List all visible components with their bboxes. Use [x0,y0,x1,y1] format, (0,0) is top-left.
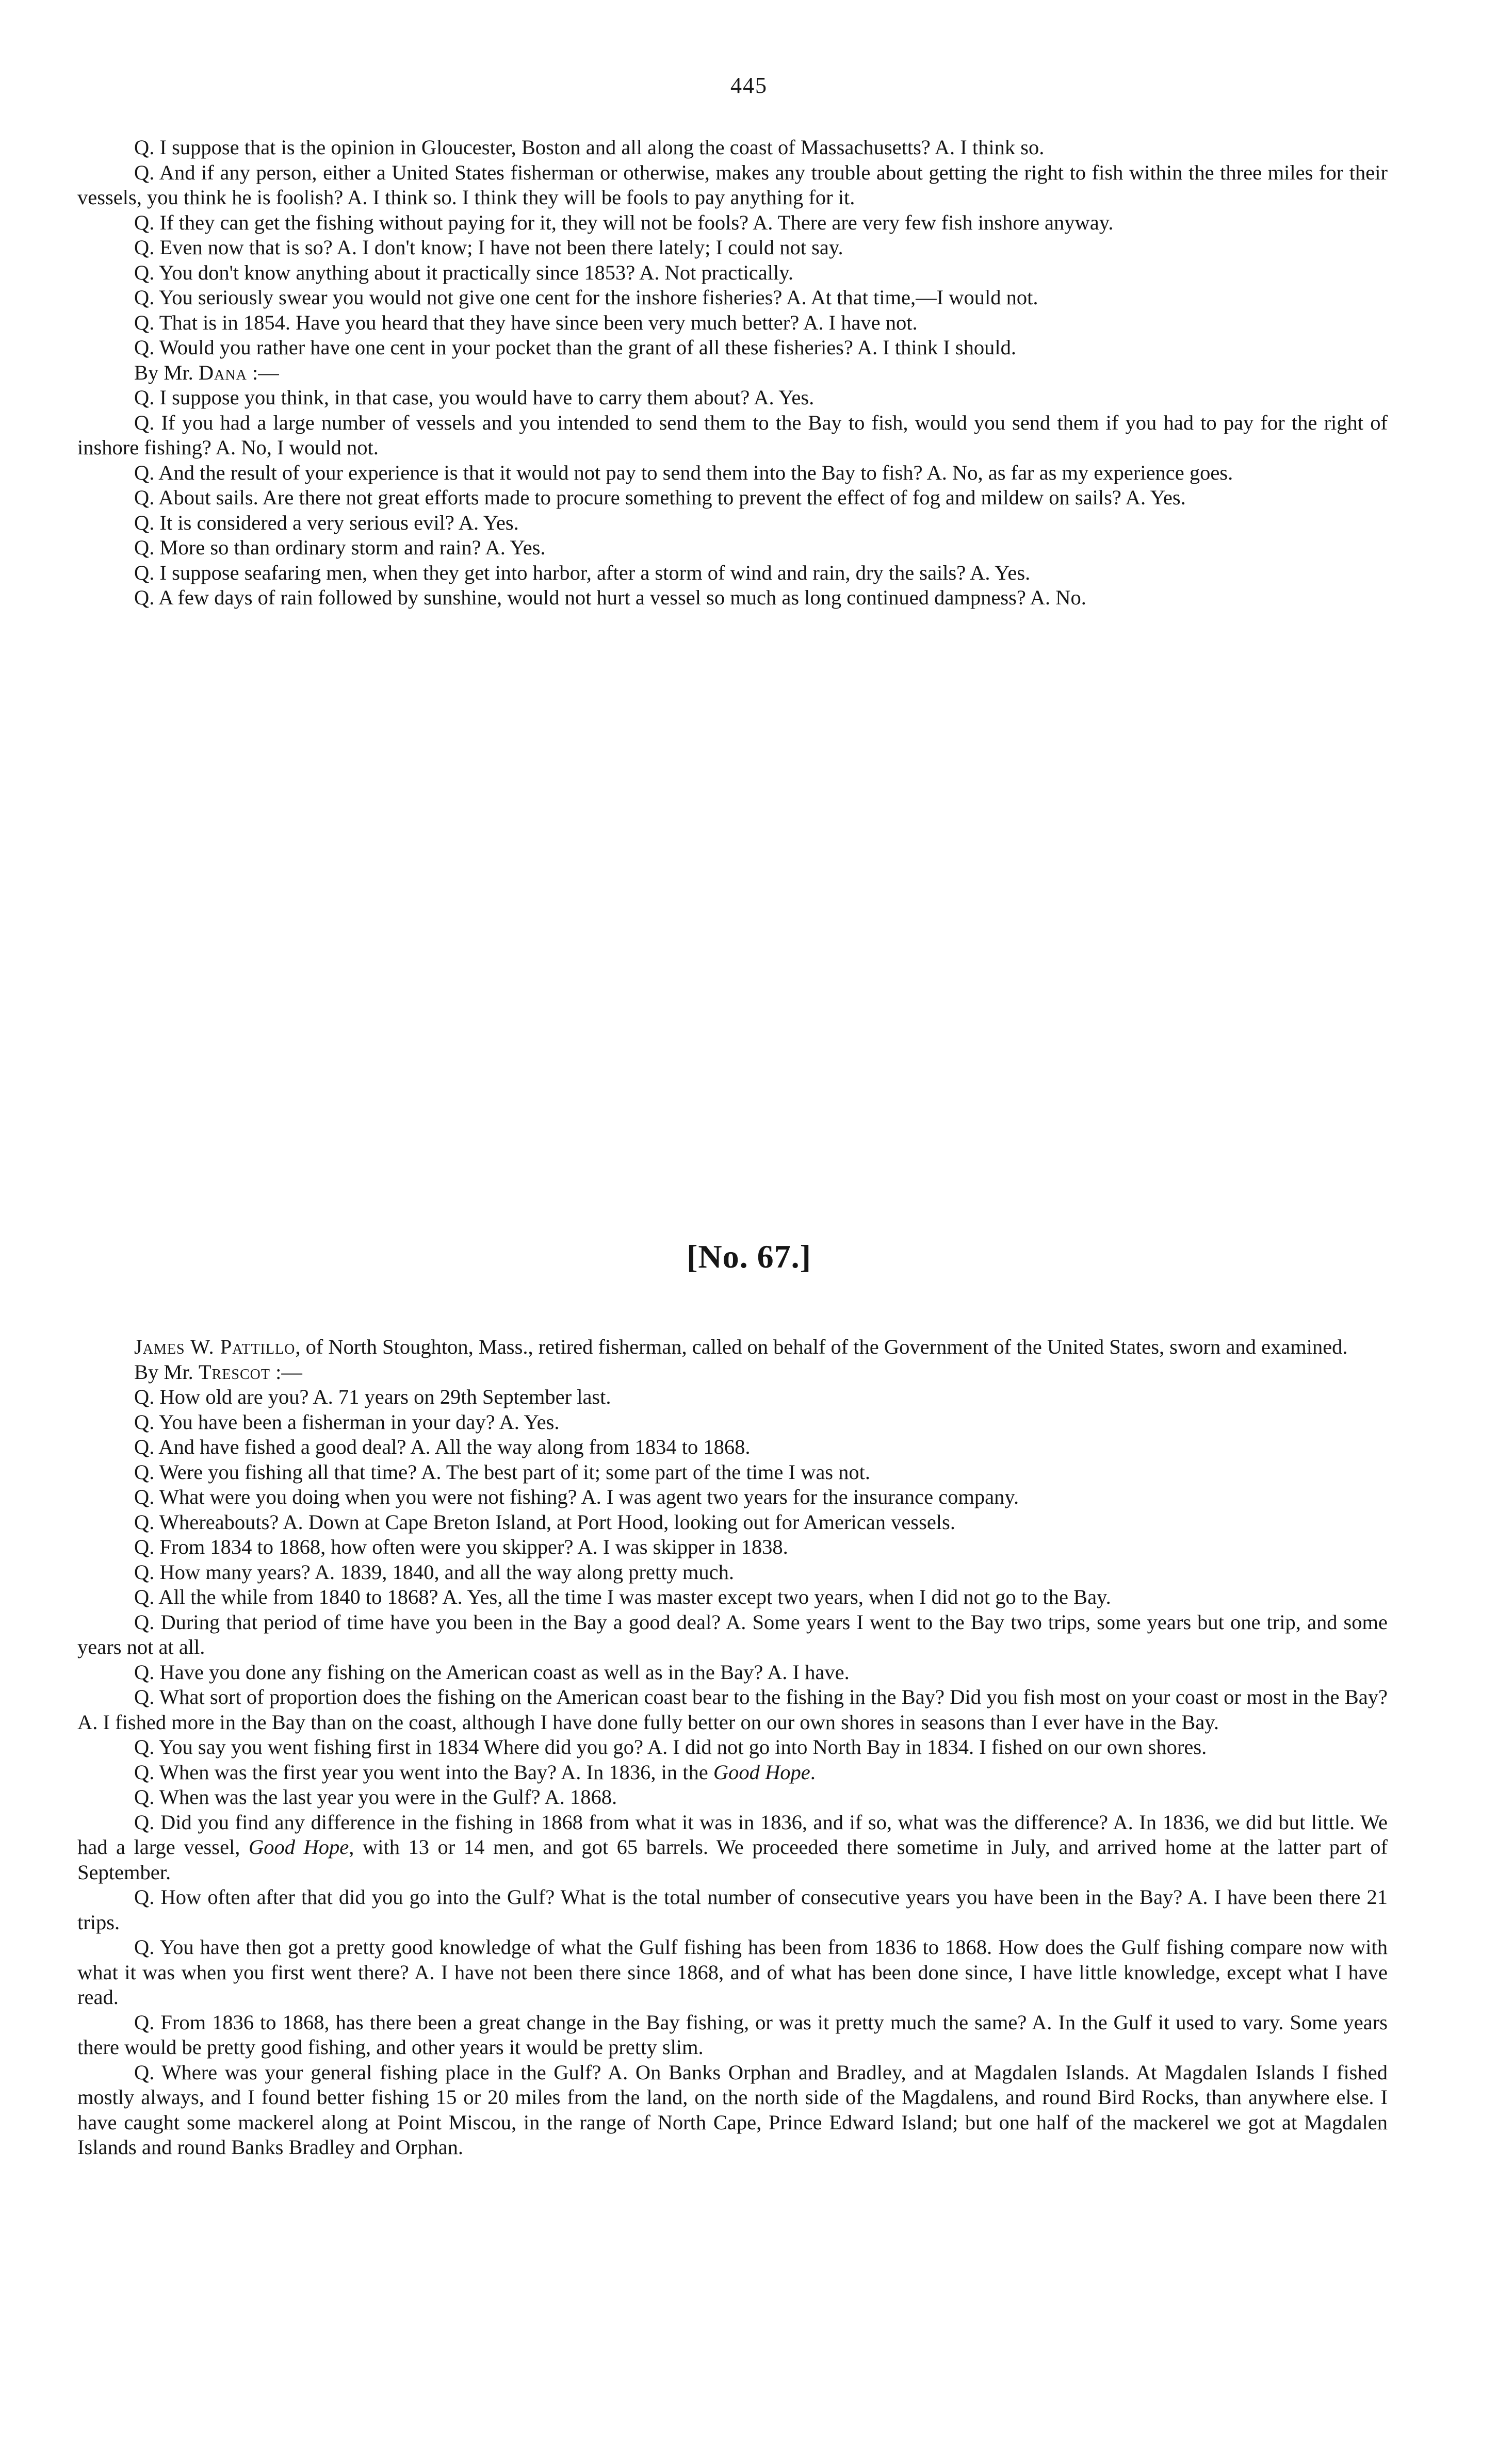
qa-paragraph: Q. And the result of your experience is that it would not pay to send them into the Bay to fish? A. No, as far as my experience goes. [134,461,1233,484]
qa-paragraph: Q. It is considered a very serious evil? A. Yes. [134,511,519,534]
qa-text: , with 13 or 14 men, and got 65 barrels. We proceeded there sometime in July, and arrived home at the latter part of September. [77,1835,1388,1884]
qa-paragraph: Q. If you had a large number of vessels and you intended to send them to the Bay to fish, would you send them if you had to pay for the right of inshore fishing? A. No, I would not. [77,410,1388,459]
examiner-name: Dana [198,360,247,384]
qa-paragraph: Q. That is in 1854. Have you heard that they have since been very much better? A. I have not. [134,310,918,334]
qa-paragraph: Q. And if any person, either a United States fisherman or otherwise, makes any trouble about getting the right to fish within the three miles for their vessels, you think he is foolish? A. I think so. I think they will be fools to pay anything for it. [77,160,1388,209]
qa-paragraph: Q. You say you went fishing first in 1834 Where did you go? A. I did not go into North Bay in 1834. I fished on our own shores. [134,1735,1207,1759]
qa-paragraph: Q. More so than ordinary storm and rain? A. Yes. [134,536,546,559]
section-heading: [No. 67.] [687,1238,811,1275]
qa-paragraph: Q. If they can get the fishing without paying for it, they will not be fools? A. There are very few fish inshore anyway. [134,210,1114,234]
qa-paragraph: Q. How old are you? A. 71 years on 29th September last. [134,1385,611,1408]
qa-paragraph: Q. From 1836 to 1868, has there been a great change in the Bay fishing, or was it pretty much the same? A. In the Gulf it used to vary. Some years there would be pretty good fishing, and other years it would be pretty slim. [77,2010,1388,2059]
testimony-no-67 [77,1335,1388,2160]
qa-paragraph: Q. You have been a fisherman in your day? A. Yes. [134,1410,560,1434]
qa-paragraph: Q. How many years? A. 1839, 1840, and all the way along pretty much. [134,1560,734,1584]
qa-paragraph: Q. I suppose you think, in that case, you would have to carry them about? A. Yes. [134,386,815,409]
examiner-line [77,360,1388,386]
qa-paragraph: Q. Whereabouts? A. Down at Cape Breton Island, at Port Hood, looking out for American vessels. [134,1510,955,1534]
qa-paragraph: Q. During that period of time have you been in the Bay a good deal? A. Some years I went to the Bay two trips, some years but one trip, and some years not at all. [77,1610,1388,1658]
ship-name: Good Hope [713,1760,810,1784]
qa-paragraph: Q. You don't know anything about it practically since 1853? A. Not practically. [134,260,793,284]
qa-paragraph: Q. I suppose seafaring men, when they get into harbor, after a storm of wind and rain, dry the sails? A. Yes. [134,561,1031,584]
qa-paragraph: Q. You seriously swear you would not give one cent for the inshore fisheries? A. At that time,—I would not. [134,286,1038,309]
qa-paragraph: Q. What sort of proportion does the fishing on the American coast bear to the fishing in the Bay? Did you fish most on your coast or most in the Bay? A. I fished more in the Bay than on the coast, although I have done fully better on our own shores in seasons than I ever have in the Bay. [77,1685,1388,1734]
qa-paragraph [77,1760,1388,1785]
qa-text: Q. Did you find any difference in the fishing in 1868 from what it was in 1836, and if so, what was the difference? A. In 1836, we did but little. We had a large vessel, [77,1810,1388,1859]
witness-intro [77,1335,1388,1360]
qa-paragraph: Q. Were you fishing all that time? A. The best part of it; some part of the time I was not. [134,1460,871,1484]
page-number: 445 [730,73,768,98]
qa-paragraph: Q. About sails. Are there not great efforts made to procure something to prevent the effect of fog and mildew on sails? A. Yes. [134,486,1186,509]
qa-paragraph: Q. From 1834 to 1868, how often were you skipper? A. I was skipper in 1838. [134,1535,788,1558]
qa-paragraph: Q. I suppose that is the opinion in Gloucester, Boston and all along the coast of Massachusetts? A. I think so. [134,136,1045,159]
examiner-prefix: By Mr. [134,1360,199,1384]
qa-text: . [810,1760,816,1784]
examiner-name: Trescot [198,1360,270,1384]
ship-name: Good Hope [248,1835,349,1859]
qa-paragraph [77,1810,1388,1885]
qa-text: Q. When was the first year you went into the Bay? A. In 1836, in the [134,1760,713,1784]
qa-paragraph: Q. Even now that is so? A. I don't know; I have not been there lately; I could not say. [134,236,843,259]
qa-paragraph: Q. Where was your general fishing place in the Gulf? A. On Banks Orphan and Bradley, and at Magdalen Islands. At Magdalen Islands I fished mostly always, and I found better fishing 15 or 20 miles from the land, on the north side of the Magdalens, and round Bird Rocks, than anywhere else. I have caught some mackerel along at Point Miscou, in the range of North Cape, Prince Edward Island; but one half of the mackerel we got at Magdalen Islands and round Banks Bradley and Orphan. [77,2060,1388,2159]
witness-name: James W. Pattillo [134,1335,296,1358]
examiner-prefix: By Mr. [134,360,199,384]
qa-paragraph: Q. What were you doing when you were not fishing? A. I was agent two years for the insurance company. [134,1485,1019,1508]
qa-paragraph: Q. And have fished a good deal? A. All the way along from 1834 to 1868. [134,1435,751,1458]
qa-paragraph: Q. Have you done any fishing on the American coast as well as in the Bay? A. I have. [134,1660,850,1684]
witness-description: , of North Stoughton, Mass., retired fisherman, called on behalf of the Government of the United States, sworn and examined. [295,1335,1348,1358]
examiner-line [77,1360,1388,1385]
qa-paragraph: Q. Would you rather have one cent in your pocket than the grant of all these fisheries? A. I think I should. [134,336,1017,359]
qa-paragraph: Q. A few days of rain followed by sunshine, would not hurt a vessel so much as long continued dampness? A. No. [134,586,1086,609]
qa-paragraph: Q. When was the last year you were in the Gulf? A. 1868. [134,1785,617,1809]
qa-paragraph: Q. All the while from 1840 to 1868? A. Yes, all the time I was master except two years, when I did not go to the Bay. [134,1585,1111,1608]
examiner-suffix: :— [247,360,279,384]
qa-paragraph: Q. How often after that did you go into the Gulf? What is the total number of consecutive years you have been in the Bay? A. I have been there 21 trips. [77,1885,1388,1934]
qa-paragraph: Q. You have then got a pretty good knowledge of what the Gulf fishing has been from 1836 to 1868. How does the Gulf fishing compare now with what it was when you first went there? A. I have not been there since 1868, and of what has been done since, I have little knowledge, except what I have read. [77,1935,1388,2009]
examiner-suffix: :— [270,1360,302,1384]
testimony-continued [77,135,1388,611]
